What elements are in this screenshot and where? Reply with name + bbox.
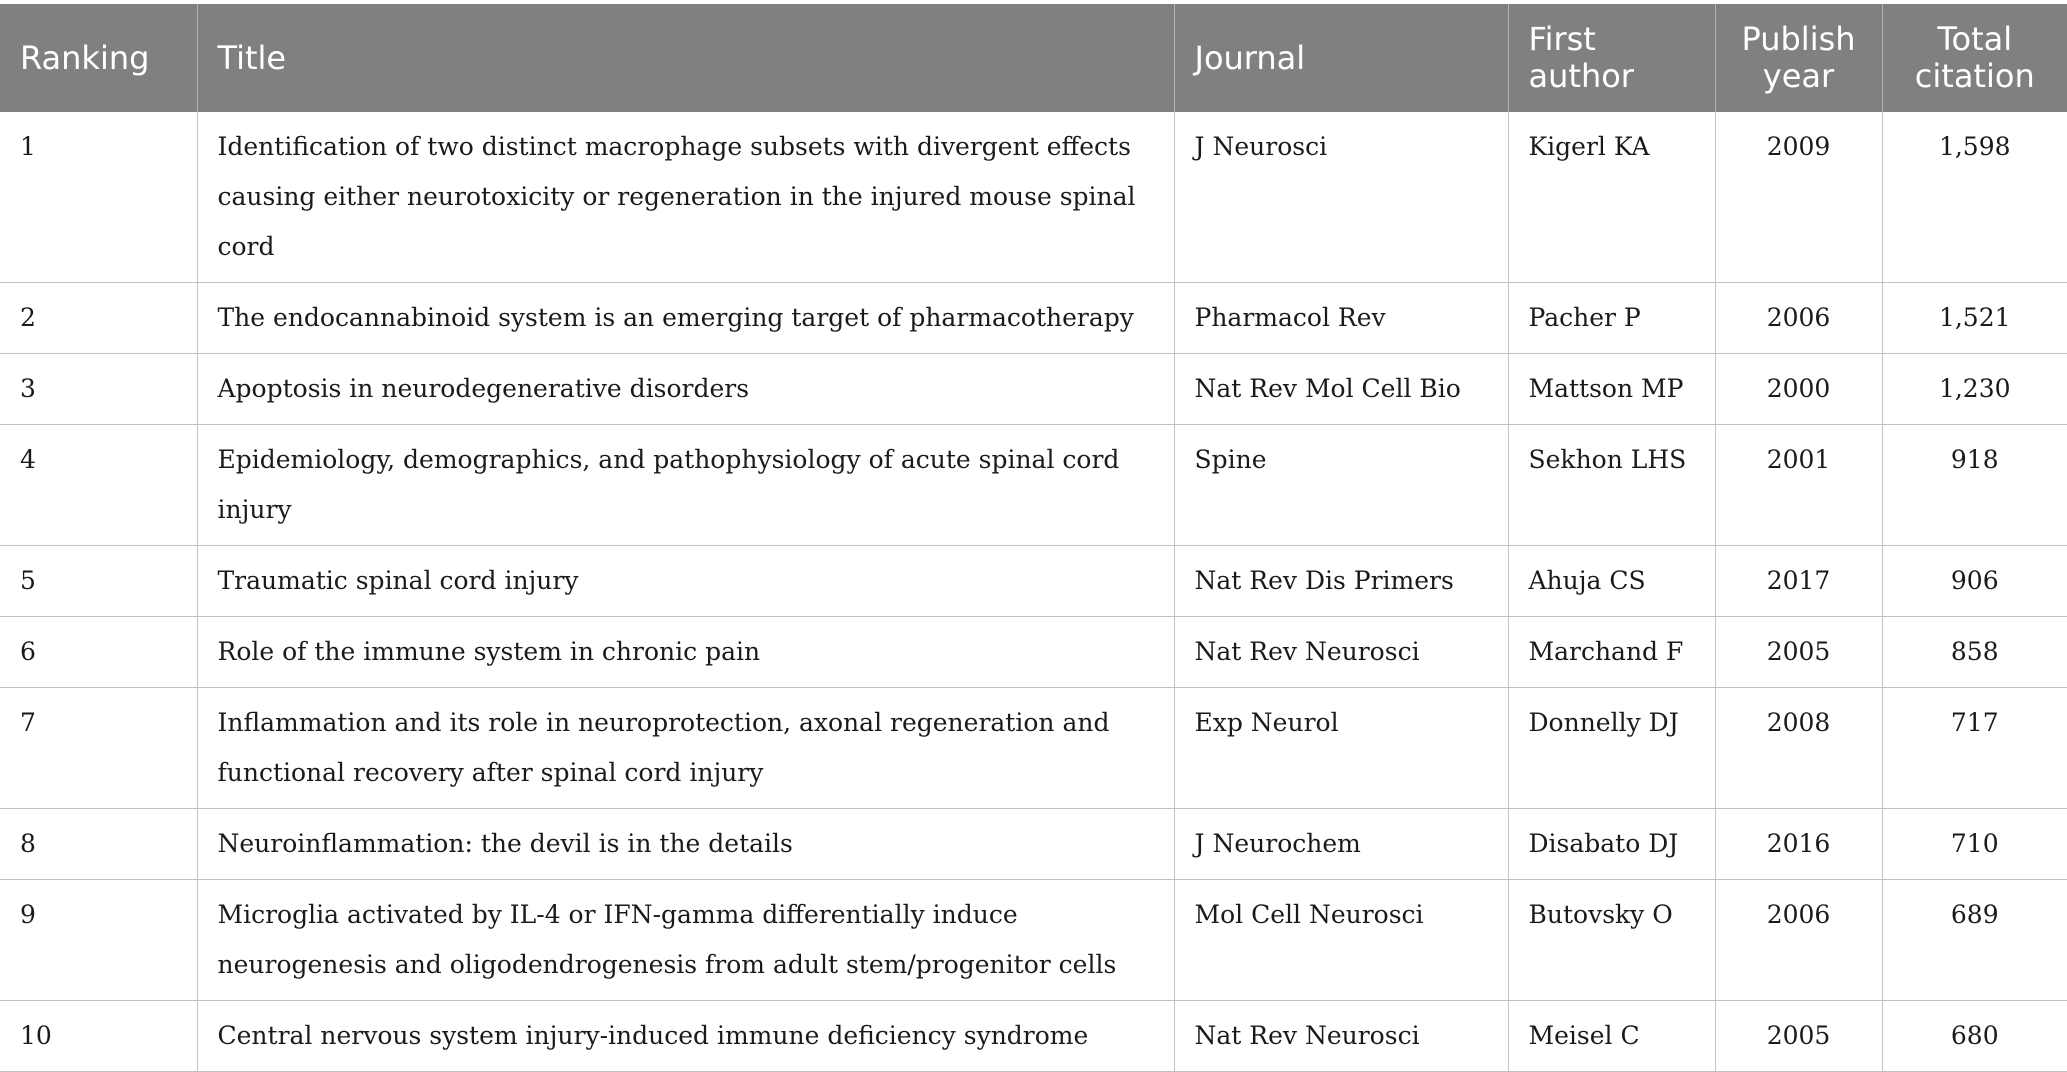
cell-total-citation: 1,598 bbox=[1882, 112, 2067, 283]
cell-journal: Exp Neurol bbox=[1174, 688, 1508, 809]
cell-ranking: 5 bbox=[0, 546, 197, 617]
header-title: Title bbox=[197, 4, 1174, 112]
cell-total-citation: 717 bbox=[1882, 688, 2067, 809]
cell-publish-year: 2006 bbox=[1715, 283, 1882, 354]
cell-title: Identification of two distinct macrophage subsets with divergent effects causing either neurotoxicity or regeneration in the injured mouse spinal cord bbox=[197, 112, 1174, 283]
cell-title: Neuroinflammation: the devil is in the details bbox=[197, 809, 1174, 880]
cell-title: Inflammation and its role in neuroprotection, axonal regeneration and functional recovery after spinal cord injury bbox=[197, 688, 1174, 809]
cell-journal: Nat Rev Mol Cell Bio bbox=[1174, 354, 1508, 425]
table-row bbox=[0, 617, 2067, 688]
citation-table bbox=[0, 4, 2067, 1072]
table-row bbox=[0, 1001, 2067, 1072]
cell-journal: Mol Cell Neurosci bbox=[1174, 880, 1508, 1001]
table-row bbox=[0, 112, 2067, 283]
cell-ranking: 7 bbox=[0, 688, 197, 809]
cell-total-citation: 689 bbox=[1882, 880, 2067, 1001]
table-row bbox=[0, 283, 2067, 354]
table-row bbox=[0, 546, 2067, 617]
cell-first-author: Meisel C bbox=[1508, 1001, 1715, 1072]
cell-publish-year: 2006 bbox=[1715, 880, 1882, 1001]
cell-title: Traumatic spinal cord injury bbox=[197, 546, 1174, 617]
cell-publish-year: 2005 bbox=[1715, 1001, 1882, 1072]
cell-publish-year: 2000 bbox=[1715, 354, 1882, 425]
cell-title: Apoptosis in neurodegenerative disorders bbox=[197, 354, 1174, 425]
cell-journal: Spine bbox=[1174, 425, 1508, 546]
table-row bbox=[0, 688, 2067, 809]
header-publish-year: Publish year bbox=[1715, 4, 1882, 112]
cell-journal: Nat Rev Dis Primers bbox=[1174, 546, 1508, 617]
cell-publish-year: 2005 bbox=[1715, 617, 1882, 688]
table-row bbox=[0, 809, 2067, 880]
cell-publish-year: 2017 bbox=[1715, 546, 1882, 617]
citation-table-container bbox=[0, 4, 2067, 1072]
cell-total-citation: 918 bbox=[1882, 425, 2067, 546]
cell-first-author: Pacher P bbox=[1508, 283, 1715, 354]
cell-total-citation: 1,230 bbox=[1882, 354, 2067, 425]
cell-journal: Nat Rev Neurosci bbox=[1174, 617, 1508, 688]
cell-first-author: Mattson MP bbox=[1508, 354, 1715, 425]
cell-first-author: Kigerl KA bbox=[1508, 112, 1715, 283]
header-total-citation: Total citation bbox=[1882, 4, 2067, 112]
header-row bbox=[0, 4, 2067, 112]
cell-first-author: Butovsky O bbox=[1508, 880, 1715, 1001]
cell-total-citation: 710 bbox=[1882, 809, 2067, 880]
cell-ranking: 10 bbox=[0, 1001, 197, 1072]
cell-first-author: Ahuja CS bbox=[1508, 546, 1715, 617]
cell-title: Microglia activated by IL-4 or IFN-gamma differentially induce neurogenesis and oligodendrogenesis from adult stem/progenitor cells bbox=[197, 880, 1174, 1001]
cell-title: Epidemiology, demographics, and pathophysiology of acute spinal cord injury bbox=[197, 425, 1174, 546]
cell-ranking: 2 bbox=[0, 283, 197, 354]
cell-journal: J Neurochem bbox=[1174, 809, 1508, 880]
cell-ranking: 3 bbox=[0, 354, 197, 425]
cell-first-author: Sekhon LHS bbox=[1508, 425, 1715, 546]
cell-publish-year: 2016 bbox=[1715, 809, 1882, 880]
table-row bbox=[0, 425, 2067, 546]
cell-total-citation: 906 bbox=[1882, 546, 2067, 617]
cell-title: Role of the immune system in chronic pain bbox=[197, 617, 1174, 688]
cell-journal: Pharmacol Rev bbox=[1174, 283, 1508, 354]
cell-ranking: 6 bbox=[0, 617, 197, 688]
cell-total-citation: 1,521 bbox=[1882, 283, 2067, 354]
cell-publish-year: 2001 bbox=[1715, 425, 1882, 546]
cell-total-citation: 858 bbox=[1882, 617, 2067, 688]
cell-publish-year: 2008 bbox=[1715, 688, 1882, 809]
cell-total-citation: 680 bbox=[1882, 1001, 2067, 1072]
cell-journal: Nat Rev Neurosci bbox=[1174, 1001, 1508, 1072]
cell-journal: J Neurosci bbox=[1174, 112, 1508, 283]
table-row bbox=[0, 354, 2067, 425]
header-journal: Journal bbox=[1174, 4, 1508, 112]
cell-title: Central nervous system injury-induced immune deficiency syndrome bbox=[197, 1001, 1174, 1072]
cell-ranking: 1 bbox=[0, 112, 197, 283]
cell-ranking: 9 bbox=[0, 880, 197, 1001]
table-row bbox=[0, 880, 2067, 1001]
cell-publish-year: 2009 bbox=[1715, 112, 1882, 283]
header-ranking: Ranking bbox=[0, 4, 197, 112]
cell-first-author: Donnelly DJ bbox=[1508, 688, 1715, 809]
cell-ranking: 8 bbox=[0, 809, 197, 880]
cell-first-author: Marchand F bbox=[1508, 617, 1715, 688]
header-first-author: First author bbox=[1508, 4, 1715, 112]
cell-ranking: 4 bbox=[0, 425, 197, 546]
cell-first-author: Disabato DJ bbox=[1508, 809, 1715, 880]
cell-title: The endocannabinoid system is an emerging target of pharmacotherapy bbox=[197, 283, 1174, 354]
